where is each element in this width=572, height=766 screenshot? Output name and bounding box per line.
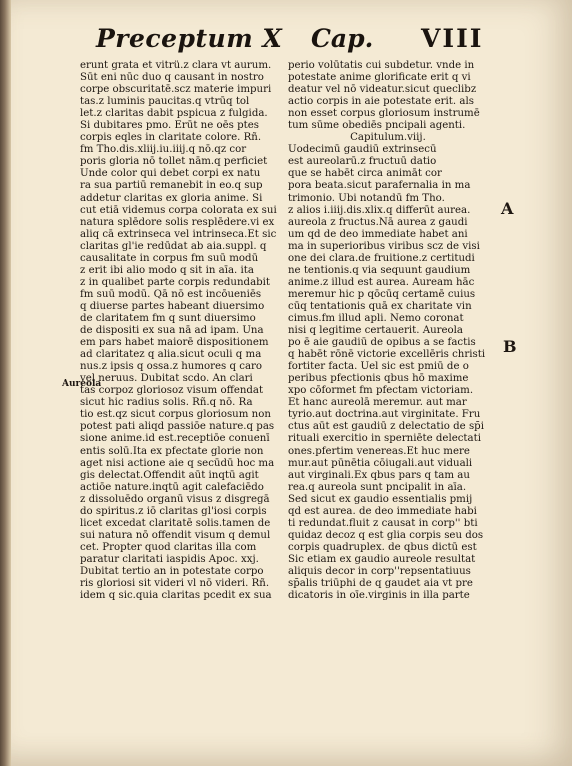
header-chapter-number: VIII [421,24,484,53]
text-line: ne tentionis.q via sequunt gaudium [288,264,471,276]
text-line: fm Tho.dis.xliij.iu.iiij.q nō.qz cor [80,144,247,156]
text-line: causalitate in corpus fm suū modū [80,252,259,264]
text-line: perio volūtatis cui subdetur. vnde in [288,60,475,71]
text-line: Unde color qui debet corpi ex natu [80,168,261,180]
text-line: actio corpis in aie potestate erit. als [288,96,474,108]
text-line: sui natura nō offendit visum q demul [80,529,271,541]
text-line: addetur claritas ex gloria anime. Si [80,192,263,204]
text-line: anime.z illud est aurea. Auream hāc [288,276,475,288]
text-line: de dispositi ex sua nā ad ipam. Una [80,325,264,337]
text-line: sicut hic radius solis. Rñ.q nō. Ra [80,397,253,409]
text-line: trimonio. Ubi notandū fm Tho. [288,192,445,204]
text-line: tas corpoz gloriosoz visum offendat [80,385,264,397]
text-line: pora beata.sicut parafernalia in ma [288,180,471,192]
text-line: deatur vel nō videatur.sicut queclibz [288,84,477,96]
text-line: z erit ibi alio modo q sit in aīa. ita [80,264,254,276]
text-line: ra sua partiū remanebit in eo.q sup [80,180,263,192]
text-line: Dubitat tertio an in potestate corpo [80,565,264,577]
text-line: peribus pfectionis qbus hō maxime [288,373,469,385]
left-text-column [80,60,280,602]
text-line: est aureolarū.z fructuū datio [288,156,437,168]
text-line: Uodecimū gaudiū extrinsecū [288,144,437,156]
text-line: quidaz decoz q est glia corpis seu dos [288,529,484,541]
text-line: ad claritatez q alia.sicut oculi q ma [80,349,262,361]
text-line: potestate anime glorificate erit q vi [288,72,471,84]
text-line: Sic etiam ex gaudio aureole resultat [288,553,476,565]
text-line: tas.z luminis paucitas.q vtrūq tol [80,96,250,108]
text-line: rea.q aureola sunt pncipalit in aīa. [288,481,467,493]
page-gutter [0,0,11,766]
text-line: q habēt rōnē victorie excellēris christi [288,349,486,361]
text-line: Sūt eni nūc duo q causant in nostro [80,72,264,84]
running-header [96,24,496,56]
text-line: gis delectat.Offendit aūt inqtū agit [80,469,259,481]
text-line: aliq cā extrinseca vel intrinseca.Et sic [80,228,277,240]
text-line: aget nisi actione aie q secūdū hoc ma [80,457,275,469]
text-line: de claritatem fm q sunt diuersimo [80,312,256,324]
text-line: aureola z fructus.Nā aurea z gaudi [288,216,468,228]
text-line: vel neruus. Dubitat scdo. An clari [80,373,253,385]
text-line: ma in superioribus viribus scz de visi [288,240,480,252]
text-line: fm suū modū. Qā nō est incōueniēs [80,288,262,300]
text-line: natura splēdore solis resplēdere.vi ex [80,216,275,228]
text-line: um qd de deo immediate habet ani [288,228,468,240]
text-line: licet excedat claritatē solis.tamen de [80,517,271,529]
text-line: tum sūme obediēs pncipali agenti. [288,120,466,132]
text-line: cet. Propter quod claritas illa com [80,541,257,553]
text-line: tyrio.aut doctrina.aut virginitate. Fru [288,409,481,421]
text-line: sione anime.id est.receptiōe conuenī [80,433,270,445]
text-line: erunt grata et vitrü.z clara vt aurum. [80,60,272,71]
text-line: q diuerse partes habeant diuersimo [80,300,265,312]
right-text-column [288,60,488,602]
text-line: cūq tentationis quā ex charitate vin [288,300,472,312]
text-line: aliquis decor in corp''repsentatiuus [288,565,471,577]
text-line: tio est.qz sicut corpus gloriosum non [80,409,271,421]
text-line: ones.pfertim venereas.Et huc mere [288,445,470,457]
text-line: aut virginali.Ex qbus pars q tam au [288,469,470,481]
text-line: actiōe nature.inqtū agit calefaciēdo [80,481,264,493]
text-line: po ē aie gaudiū de opibus a se factis [288,337,476,349]
text-line: Sed sicut ex gaudio essentialis pmij [288,493,473,505]
text-line: z in qualibet parte corpis redundabit [80,276,271,288]
text-line: Si dubitares pmo. Erūt ne oēs ptes [80,120,260,132]
text-line: potest pati aliqd passiōe nature.q pas [80,421,275,433]
text-line: ctus aūt est gaudiū z delectatio de sp̄i [288,421,484,433]
text-line: Capitulum.viij. [350,132,426,144]
text-line: cut etiā videmus corpa colorata ex sui [80,204,277,216]
text-line: idem q sic.quia claritas pcedit ex sua [80,590,272,602]
header-title: Preceptum X [96,24,283,53]
text-line: rituali exercitio in sperniēte delectati [288,433,481,445]
text-line: paratur claritati iaspidis Apoc. xxj. [80,553,259,565]
text-line: qd est aurea. de deo immediate habi [288,505,477,517]
text-line: nisi q legitime certauerit. Aureola [288,325,463,337]
text-line: one dei clara.de fruitione.z certitudi [288,252,475,264]
text-line: sp̄alis triūphi de q gaudet aia vt pre [288,578,473,590]
text-line: let.z claritas dabit pspicua z fulgida. [80,108,268,120]
text-line: xpo cōformet fm pfectam victoriam. [288,385,474,397]
text-line: do spiritus.z iō claritas gl'iosi corpis [80,505,267,517]
text-line: ti redundat.fluit z causat in corp'' bti [288,517,478,529]
text-line: cimus.fm illud apli. Nemo coronat [288,312,464,324]
margin-note-right-b: B [503,337,517,356]
header-chapter-label: Cap. [311,24,374,53]
text-line: entis solū.Ita ex pfectate glorie non [80,445,264,457]
text-line: fortiter facta. Uel sic est pmiū de o [288,361,469,373]
text-line: mur.aut pūnētia cōiugali.aut viduali [288,457,473,469]
text-line: claritas gl'ie redūdat ab aia.suppl. q [80,240,267,252]
text-line: non esset corpus gloriosum instrumē [288,108,480,120]
text-line: corpis eqles in claritate colore. Rñ. [80,132,262,144]
text-line: z dissoluēdo organū visus z disgregā [80,493,270,505]
margin-note-left: Aureola [62,379,102,389]
text-line: que se habēt circa animāt cor [288,168,442,180]
text-line: ris gloriosi sit videri vl nō videri. Rñ. [80,578,270,590]
text-line: poris gloria nō tollet nām.q perficiet [80,156,268,168]
text-line: nus.z ipsis q ossa.z humores q caro [80,361,263,373]
margin-note-right-a: A [501,199,514,218]
text-line: em pars habet maiorē dispositionem [80,337,269,349]
text-line: Et hanc aureolā meremur. aut mar [288,397,467,409]
text-line: z alios i.iiij.dis.xlix.q differūt aurea. [288,204,471,216]
text-line: meremur hic p qōcūq certamē cuius [288,288,476,300]
text-line: corpis quadruplex. de qbus dictū est [288,541,477,553]
text-line: dicatoris in oīe.virginis in illa parte [288,590,470,602]
text-line: corpe obscuritatē.scz materie impuri [80,84,272,96]
